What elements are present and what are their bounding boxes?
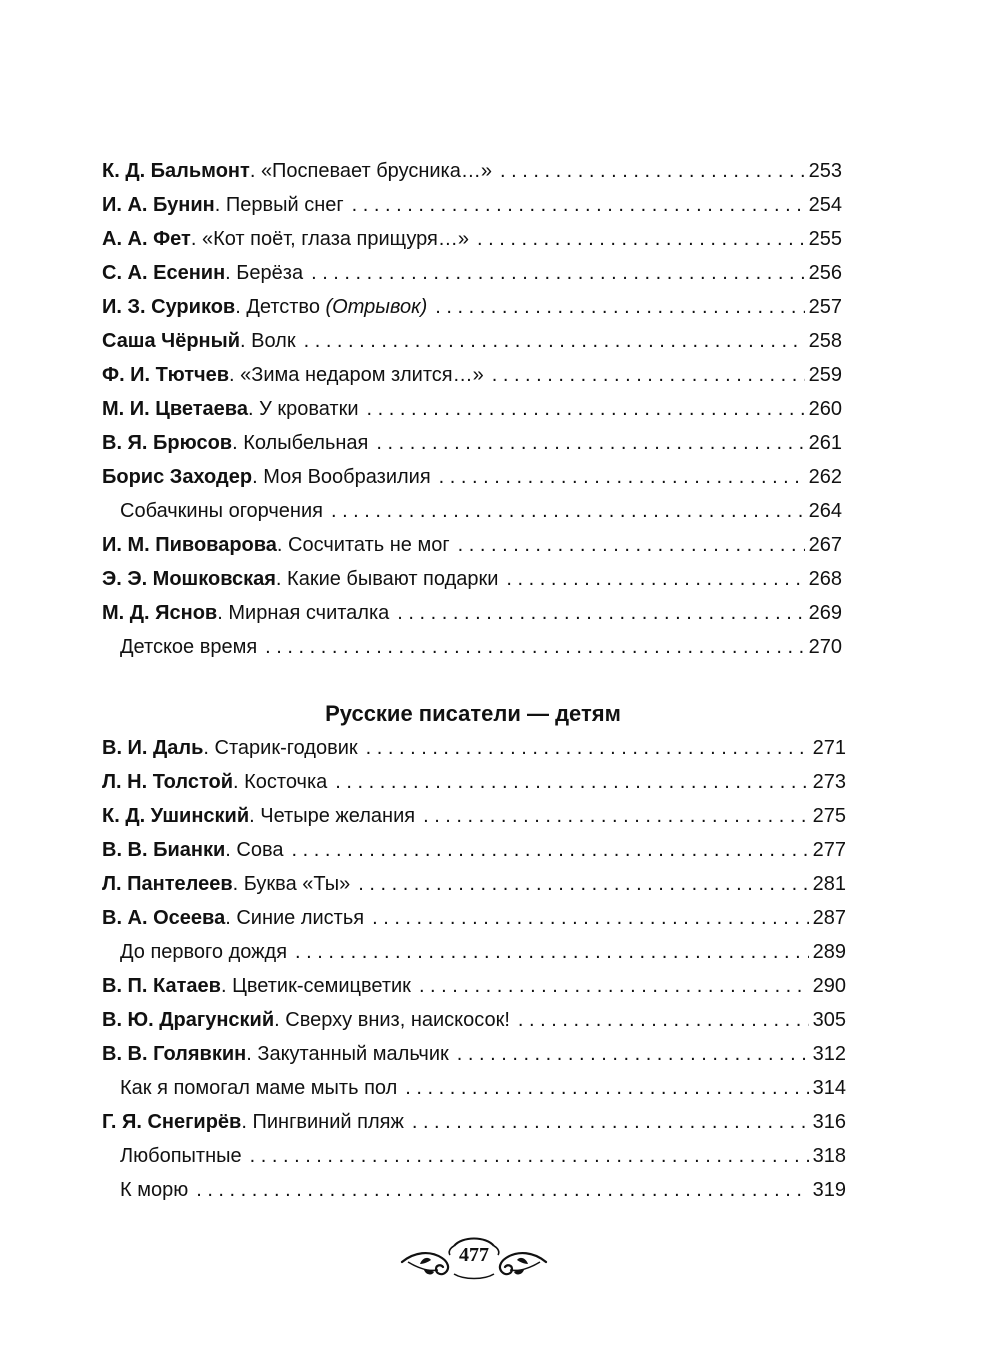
toc-author: Саша Чёрный [102,330,241,352]
toc-entry [102,1071,846,1105]
toc-author: И. А. Бунин [102,194,215,216]
toc-author: И. М. Пивоварова [102,534,277,556]
toc-author: Борис Заходер [102,466,253,488]
toc-separator: . [225,839,237,861]
toc-title: Сосчитать не мог [288,534,450,556]
dot-leader [265,630,804,664]
dot-leader [196,1173,808,1207]
dot-leader [412,1105,809,1139]
toc-author: В. Ю. Драгунский [102,1009,275,1031]
toc-entry [102,969,846,1003]
toc-author: В. В. Голявкин [102,1043,247,1065]
toc-author: В. В. Бианки [102,839,226,861]
toc-author: А. А. Фет [102,228,191,250]
toc-title: Цветик-семицветик [232,975,411,997]
toc-author: В. Я. Брюсов [102,432,233,454]
toc-page-number: 318 [812,1145,846,1167]
toc-author: С. А. Есенин [102,262,226,284]
toc-separator: . [217,602,229,624]
dot-leader [352,188,805,222]
toc-page-number: 259 [808,364,842,386]
dot-leader [477,222,805,256]
dot-leader [366,731,809,765]
toc-title: Закутанный мальчик [257,1043,449,1065]
dot-leader [358,867,808,901]
dot-leader [397,596,804,630]
toc-title: Мирная считалка [228,602,390,624]
toc-title: «Зима недаром злится…» [240,364,484,386]
toc-entry [102,562,842,596]
toc-entry [102,460,842,494]
dot-leader [423,799,809,833]
dot-leader [331,494,805,528]
toc-title-note: (Отрывок) [325,296,428,318]
toc-title: «Поспевает брусника…» [260,160,492,182]
toc-entry [102,630,842,664]
toc-page-number: 316 [812,1111,846,1133]
toc-separator: . [274,1009,286,1031]
toc-page-number: 290 [812,975,846,997]
page-number: 477 [459,1244,489,1266]
toc-author: М. Д. Яснов [102,602,218,624]
toc-page-number: 281 [812,873,846,895]
dot-leader [335,765,808,799]
toc-entry [102,188,842,222]
toc-author: В. А. Осеева [102,907,226,929]
toc-title: Волк [251,330,296,352]
toc-page-number: 277 [812,839,846,861]
toc-separator: . [232,873,244,895]
dot-leader [295,935,809,969]
toc-separator: . [235,296,247,318]
toc-entry [102,1139,846,1173]
toc-separator: . [232,432,244,454]
toc-page-number: 319 [812,1179,846,1201]
toc-title: Берёза [236,262,304,284]
toc-page-number: 312 [812,1043,846,1065]
dot-leader [372,901,809,935]
toc-page-number: 256 [808,262,842,284]
toc-separator: . [276,534,289,556]
toc-separator: . [240,330,252,352]
toc-entry [102,154,842,188]
toc-title: Буква «Ты» [243,873,351,895]
dot-leader [439,460,805,494]
toc-page-number: 314 [812,1077,846,1099]
dot-leader [492,358,805,392]
toc-author: И. З. Суриков [102,296,236,318]
toc-separator: . [190,228,202,250]
dot-leader [292,833,809,867]
toc-title: Синие листья [236,907,365,929]
toc-separator: . [246,1043,258,1065]
toc-page-number: 289 [812,941,846,963]
toc-entry [102,324,842,358]
toc-page-number: 273 [812,771,846,793]
toc-page-number: 257 [808,296,842,318]
toc-title: Как я помогал маме мыть пол [120,1077,398,1099]
toc-author: К. Д. Бальмонт [102,160,250,182]
toc-entry [102,731,846,765]
toc-entry [102,1105,846,1139]
toc-entry [102,596,842,630]
toc-page-number: 262 [808,466,842,488]
toc-title: Детство [246,296,326,318]
toc-separator: . [203,737,215,759]
toc-author: В. И. Даль [102,737,204,759]
toc-title: Собачкины огорчения [120,500,323,522]
page-footer [398,1228,550,1286]
toc-separator: . [225,262,237,284]
toc-title: Сова [236,839,284,861]
toc-page-number: 264 [808,500,842,522]
toc-title: Детское время [120,636,258,658]
toc-entry [102,528,842,562]
toc-title: Первый снег [225,194,344,216]
toc-entry [102,256,842,290]
toc-author: К. Д. Ушинский [102,805,250,827]
toc-author: М. И. Цветаева [102,398,248,420]
dot-leader [435,290,804,324]
toc-author: Л. Пантелеев [102,873,233,895]
toc-separator: . [252,466,264,488]
toc-title: Колыбельная [243,432,369,454]
toc-entry [102,1037,846,1071]
toc-entry [102,765,846,799]
toc-page-number: 260 [808,398,842,420]
toc-separator: . [225,907,237,929]
toc-entry [102,901,846,935]
toc-separator: . [220,975,233,997]
toc-separator: . [233,771,245,793]
toc-page-number: 287 [812,907,846,929]
toc-title: Четыре желания [260,805,416,827]
toc-entry [102,290,842,324]
toc-page-number: 270 [808,636,842,658]
toc-page-number: 255 [808,228,842,250]
toc-author: Г. Я. Снегирёв [102,1111,242,1133]
dot-leader [419,969,809,1003]
toc-separator: . [249,160,261,182]
toc-author: В. П. Катаев [102,975,221,997]
toc-page-number: 258 [808,330,842,352]
toc-entry [102,222,842,256]
toc-section-poems [102,154,842,664]
dot-leader [405,1071,808,1105]
toc-separator: . [249,805,261,827]
dot-leader [304,324,805,358]
toc-entry [102,494,842,528]
toc-title: «Кот поёт, глаза прищуря…» [201,228,469,250]
dot-leader [506,562,804,596]
toc-page-number: 253 [808,160,842,182]
toc-entry [102,833,846,867]
toc-page-number: 305 [812,1009,846,1031]
toc-title: Сверху вниз, наискосок! [285,1009,510,1031]
dot-leader [458,528,805,562]
toc-entry [102,358,842,392]
toc-entry [102,1173,846,1207]
dot-leader [367,392,805,426]
toc-separator: . [247,398,260,420]
toc-title: Старик-годовик [214,737,358,759]
toc-title: До первого дождя [120,941,288,963]
toc-author: Э. Э. Мошковская [102,568,276,590]
dot-leader [311,256,805,290]
dot-leader [500,154,805,188]
toc-title: Любопытные [120,1145,242,1167]
toc-title: Какие бывают подарки [287,568,499,590]
toc-author: Ф. И. Тютчев [102,364,230,386]
toc-entry [102,426,842,460]
dot-leader [376,426,804,460]
section-heading: Русские писатели — детям [325,701,621,726]
toc-entry [102,1003,846,1037]
toc-page-number: 271 [812,737,846,759]
toc-separator: . [214,194,226,216]
toc-entry [102,799,846,833]
toc-section-russian-writers [102,731,846,1207]
toc-title: К морю [120,1179,189,1201]
dot-leader [250,1139,809,1173]
toc-title: У кроватки [259,398,359,420]
toc-separator: . [275,568,288,590]
toc-separator: . [241,1111,253,1133]
toc-separator: . [229,364,241,386]
toc-page-number: 269 [808,602,842,624]
toc-page-number: 275 [812,805,846,827]
toc-title: Пингвиний пляж [252,1111,404,1133]
toc-title: Косточка [244,771,328,793]
dot-leader [457,1037,809,1071]
toc-title: Моя Вообразилия [263,466,431,488]
dot-leader [518,1003,809,1037]
toc-author: Л. Н. Толстой [102,771,233,793]
toc-entry [102,867,846,901]
toc-entry [102,392,842,426]
toc-page-number: 254 [808,194,842,216]
toc-page-number: 267 [808,534,842,556]
toc-page-number: 268 [808,568,842,590]
toc-page-number: 261 [808,432,842,454]
toc-entry [102,935,846,969]
